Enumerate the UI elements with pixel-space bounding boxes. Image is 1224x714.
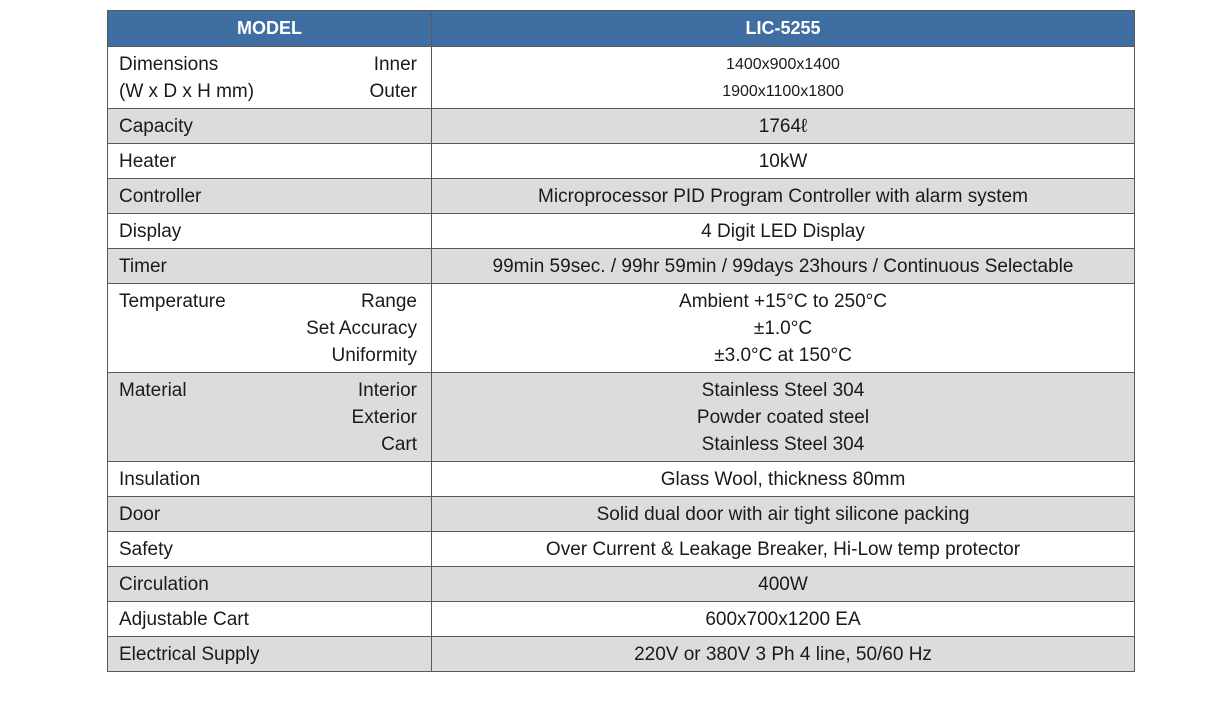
display-value: 4 Digit LED Display [432, 214, 1135, 249]
temperature-uniformity-value: ±3.0°C at 150°C [714, 344, 852, 366]
model-value: LIC-5255 [432, 11, 1135, 47]
table-row-capacity [108, 109, 1135, 144]
table-row-safety [108, 532, 1135, 567]
table-row-door [108, 497, 1135, 532]
door-label: Door [108, 497, 432, 532]
row-value [432, 284, 1135, 373]
table-row-temperature [108, 284, 1135, 373]
material-cart-value: Stainless Steel 304 [701, 433, 865, 455]
capacity-value: 1764ℓ [432, 109, 1135, 144]
controller-label: Controller [108, 179, 432, 214]
material-interior-label: Interior [357, 379, 417, 401]
dimensions-outer-value: 1900x1100x1800 [722, 82, 844, 100]
table-row-timer [108, 249, 1135, 284]
table-row-heater [108, 144, 1135, 179]
material-label: Material [119, 379, 187, 401]
safety-label: Safety [108, 532, 432, 567]
heater-label: Heater [108, 144, 432, 179]
capacity-label: Capacity [108, 109, 432, 144]
material-interior-value: Stainless Steel 304 [701, 379, 865, 401]
temperature-range-label: Range [361, 290, 417, 312]
table-row-insulation [108, 462, 1135, 497]
row-value [432, 47, 1135, 109]
cart-value: 600x700x1200 EA [432, 602, 1135, 637]
material-exterior-label: Exterior [351, 406, 417, 428]
material-cart-label: Cart [381, 433, 417, 455]
material-exterior-value: Powder coated steel [696, 406, 870, 428]
spec-table [107, 10, 1135, 672]
insulation-label: Insulation [108, 462, 432, 497]
table-row-circulation [108, 567, 1135, 602]
table-row-electrical [108, 637, 1135, 672]
circulation-label: Circulation [108, 567, 432, 602]
table-row-display [108, 214, 1135, 249]
row-label [108, 47, 432, 109]
dimensions-inner-label: Inner [373, 53, 417, 75]
model-label: MODEL [108, 11, 432, 47]
temperature-accuracy-label: Set Accuracy [306, 317, 417, 339]
electrical-label: Electrical Supply [108, 637, 432, 672]
temperature-label: Temperature [119, 290, 226, 312]
circulation-value: 400W [432, 567, 1135, 602]
table-row-controller [108, 179, 1135, 214]
dimensions-unit-label: (W x D x H mm) [119, 80, 255, 102]
table-row-cart [108, 602, 1135, 637]
door-value: Solid dual door with air tight silicone packing [432, 497, 1135, 532]
cart-label: Adjustable Cart [108, 602, 432, 637]
temperature-uniformity-label: Uniformity [331, 344, 417, 366]
safety-value: Over Current & Leakage Breaker, Hi-Low temp protector [432, 532, 1135, 567]
heater-value: 10kW [432, 144, 1135, 179]
row-value [432, 373, 1135, 462]
controller-value: Microprocessor PID Program Controller with alarm system [432, 179, 1135, 214]
dimensions-outer-label: Outer [369, 80, 417, 102]
temperature-accuracy-value: ±1.0°C [753, 317, 813, 339]
dimensions-label: Dimensions [119, 53, 219, 75]
temperature-range-value: Ambient +15°C to 250°C [679, 290, 887, 312]
timer-value: 99min 59sec. / 99hr 59min / 99days 23hours / Continuous Selectable [432, 249, 1135, 284]
row-label [108, 373, 432, 462]
insulation-value: Glass Wool, thickness 80mm [432, 462, 1135, 497]
table-row-dimensions [108, 47, 1135, 109]
row-label [108, 284, 432, 373]
dimensions-inner-value: 1400x900x1400 [726, 55, 840, 73]
timer-label: Timer [108, 249, 432, 284]
display-label: Display [108, 214, 432, 249]
header-row [108, 11, 1135, 47]
table-row-material [108, 373, 1135, 462]
electrical-value: 220V or 380V 3 Ph 4 line, 50/60 Hz [432, 637, 1135, 672]
